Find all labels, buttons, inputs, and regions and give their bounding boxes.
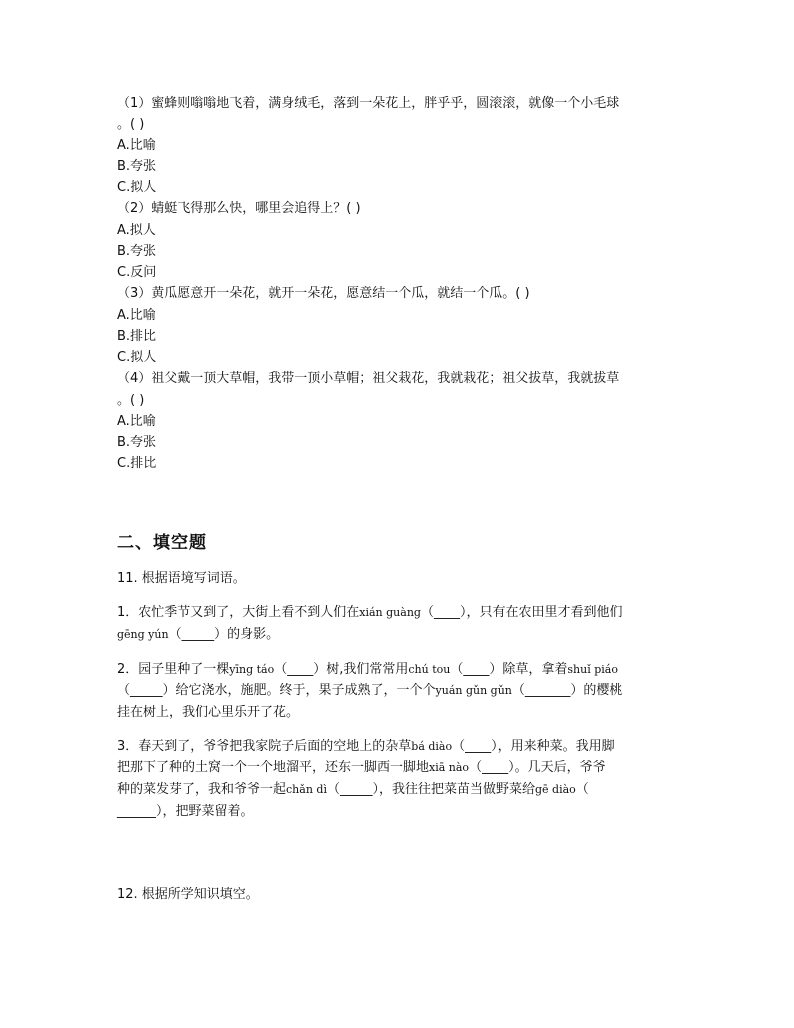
pinyin: chǎn dì <box>286 783 327 796</box>
question-1-stem: （1）蜜蜂则嗡嗡地飞着，满身绒毛，落到一朵花上，胖乎乎，圆滚滚，就像一个小毛球 <box>117 96 620 111</box>
pinyin: shuǐ piáo <box>567 663 618 676</box>
question-2-option-b: B.夸张 <box>117 244 157 259</box>
question-11-paragraph-1-line-1: 1．农忙季节又到了，大街上看不到人们在xián guàng（____），只有在农田里才看到他们 <box>117 605 623 620</box>
question-11-paragraph-3-line-1: 3．春天到了，爷爷把我家院子后面的空地上的杂草bá diào（____），用来种菜。我用脚 <box>117 739 615 754</box>
question-11-paragraph-3-line-4: ______），把野菜留着。 <box>117 804 254 819</box>
pinyin: gē diào <box>534 783 576 796</box>
question-4-stem: （4）祖父戴一顶大草帽，我带一顶小草帽；祖父栽花，我就栽花；祖父拔草，我就拔草 <box>117 371 620 386</box>
question-11-title: 11. 根据语境写词语。 <box>117 571 246 586</box>
question-2-option-a: A.拟人 <box>117 223 156 238</box>
pinyin: xiā nào <box>429 761 470 774</box>
pinyin: yīng táo <box>229 663 275 676</box>
question-3-stem: （3）黄瓜愿意开一朵花，就开一朵花，愿意结一个瓜，就结一个瓜。( ) <box>117 286 530 301</box>
pinyin: gēng yún <box>117 628 169 641</box>
question-4-stem-cont: 。( ) <box>117 393 145 408</box>
question-12-title: 12. 根据所学知识填空。 <box>117 887 259 902</box>
question-11-paragraph-2-line-3: 挂在树上，我们心里乐开了花。 <box>117 705 300 720</box>
question-11-paragraph-2-line-2: （_____）给它浇水，施肥。终于，果子成熟了，一个个yuán gǔn gǔn（_______）的樱桃 <box>117 683 623 698</box>
question-3-option-a: A.比喻 <box>117 308 156 323</box>
question-11-paragraph-3-line-3: 种的菜发芽了，我和爷爷一起chǎn dì（_____），我往往把菜苗当做野菜给gē diào（ <box>117 782 589 797</box>
pinyin: bá diào <box>411 740 453 753</box>
question-3-option-c: C.拟人 <box>117 350 157 365</box>
question-1-option-a: A.比喻 <box>117 138 156 153</box>
question-4-option-a: A.比喻 <box>117 414 156 429</box>
question-4-option-b: B.夸张 <box>117 435 157 450</box>
question-1-option-c: C.拟人 <box>117 180 157 195</box>
pinyin: chú tou <box>408 663 451 676</box>
pinyin: xián guàng <box>359 606 421 619</box>
pinyin: yuán gǔn gǔn <box>435 684 512 697</box>
section-title: 二、填空题 <box>117 533 207 553</box>
question-1-option-b: B.夸张 <box>117 159 157 174</box>
question-2-option-c: C.反问 <box>117 265 157 280</box>
question-2-stem: （2）蜻蜓飞得那么快，哪里会追得上？( ) <box>117 201 361 216</box>
question-1-stem-cont: 。( ) <box>117 117 145 132</box>
question-11-paragraph-1-line-2: gēng yún（_____）的身影。 <box>117 627 280 642</box>
question-11-paragraph-3-line-2: 把那下了种的土窝一个一个地溜平，还东一脚西一脚地xiā nào（____）。几天后，爷爷 <box>117 760 606 775</box>
question-4-option-c: C.排比 <box>117 456 157 471</box>
question-3-option-b: B.排比 <box>117 329 157 344</box>
question-11-paragraph-2-line-1: 2．园子里种了一棵yīng táo（____）树,我们常常用chú tou（____）除草，拿着shuǐ piáo <box>117 662 618 677</box>
